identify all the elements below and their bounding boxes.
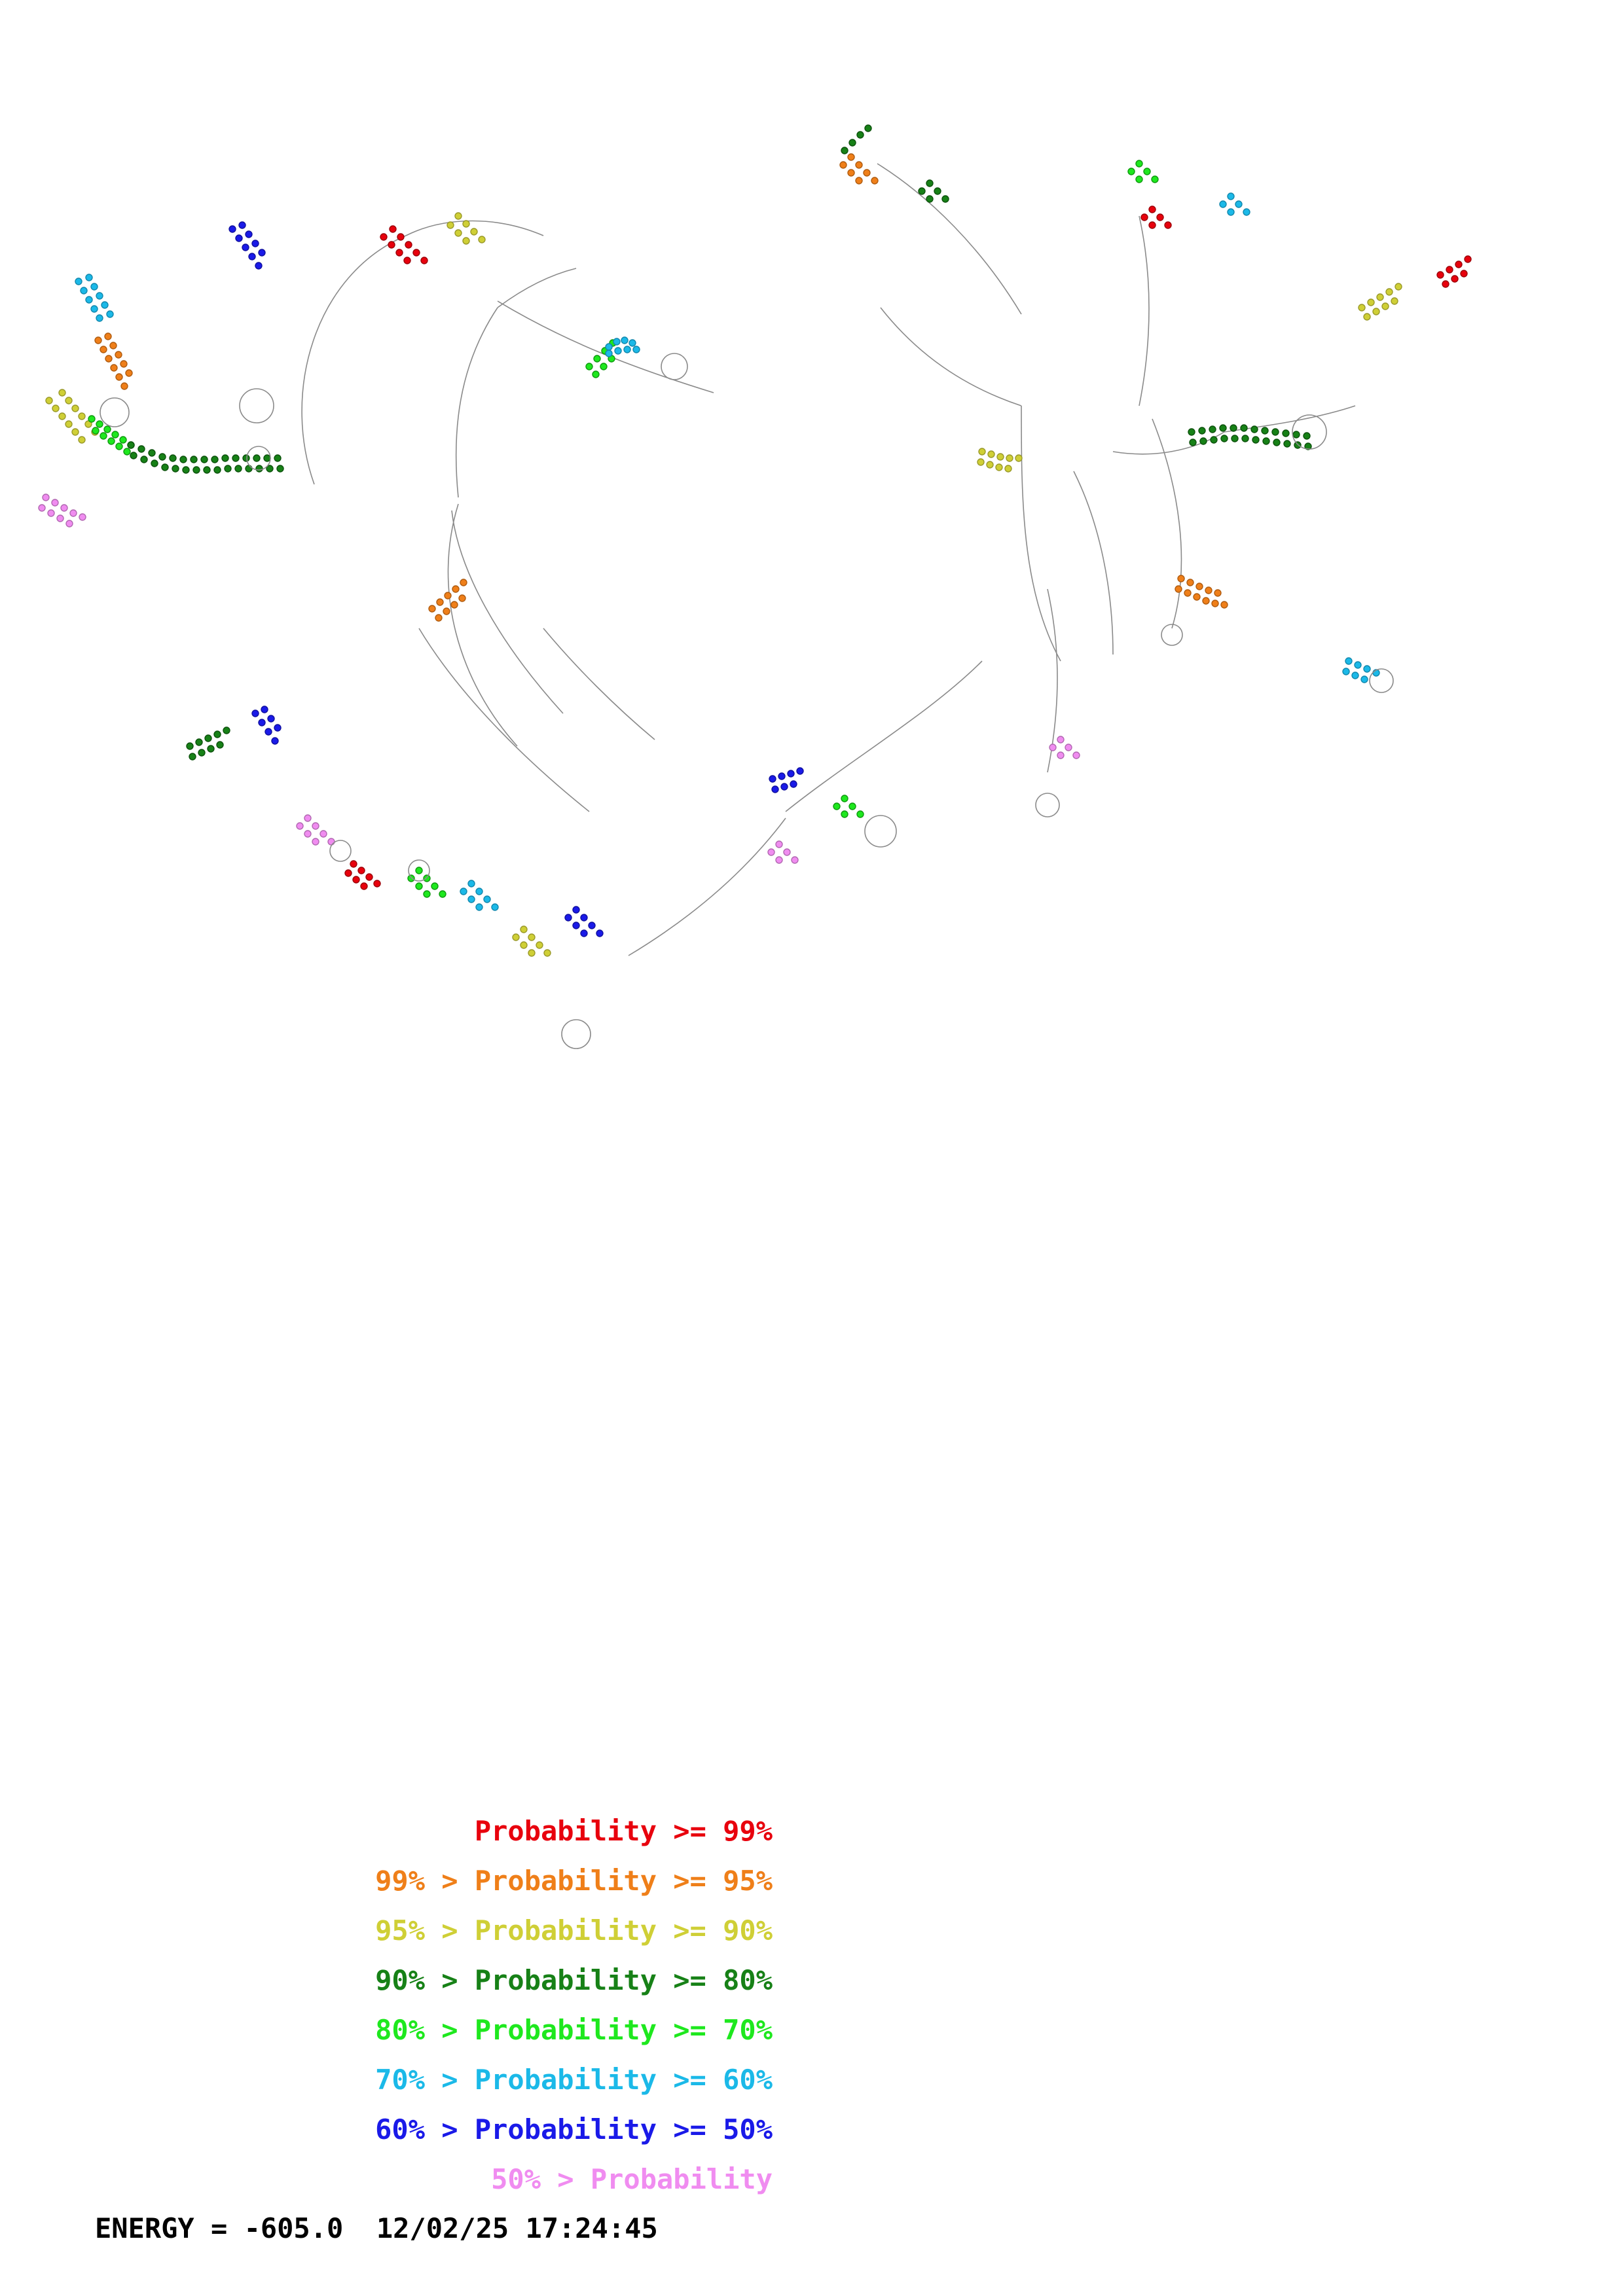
legend-item-6: 60% > Probability >= 50% [375,2113,773,2145]
legend-item-0: Probability >= 99% [474,1815,773,1847]
helices-and-loops [39,125,1471,956]
rna-structure-svg [0,0,1623,1113]
legend-item-7: 50% > Probability [491,2163,773,2195]
hairpin-loops [100,353,1393,1049]
legend-item-1: 99% > Probability >= 95% [375,1865,773,1897]
backbone-connectors [302,164,1355,956]
energy-timestamp-label: ENERGY = -605.0 12/02/25 17:24:45 [95,2212,658,2244]
legend-item-5: 70% > Probability >= 60% [375,2064,773,2096]
legend-item-3: 90% > Probability >= 80% [375,1964,773,1996]
rna-structure-plot [0,0,1623,1113]
legend-item-4: 80% > Probability >= 70% [375,2014,773,2046]
probability-legend [0,1806,773,2204]
legend-item-2: 95% > Probability >= 90% [375,1914,773,1946]
